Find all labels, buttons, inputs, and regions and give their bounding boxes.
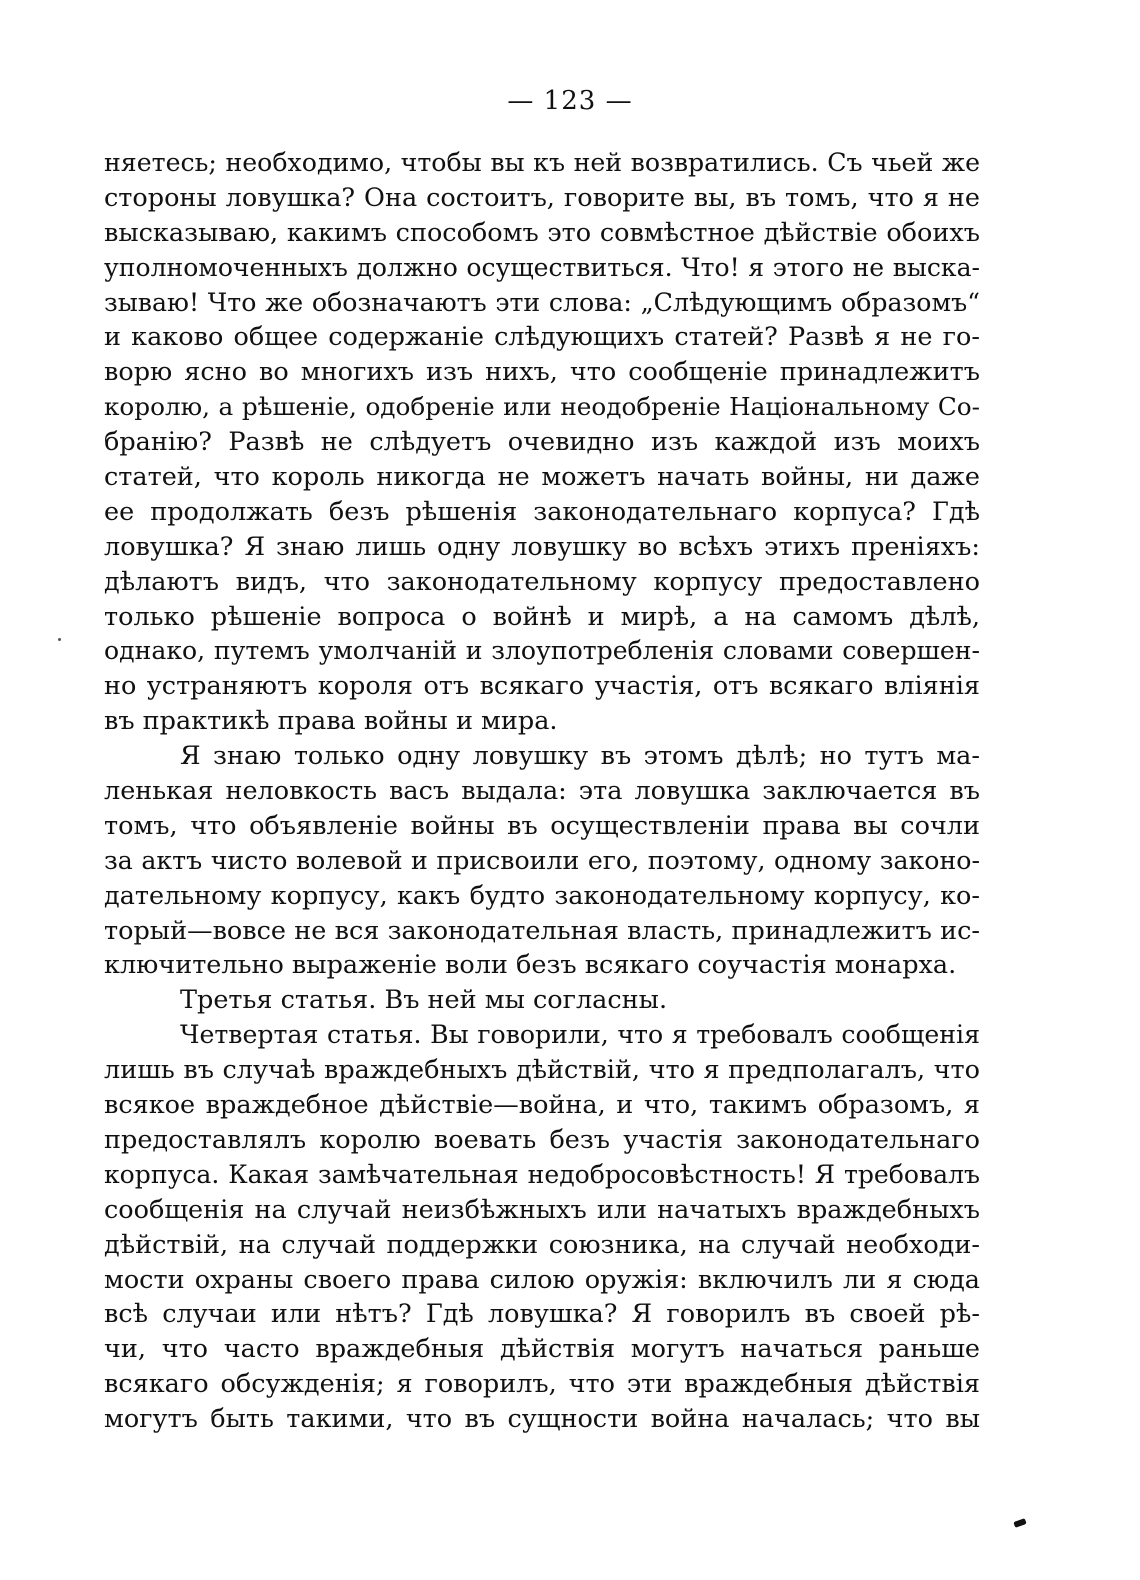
text-line: мости охраны своего права силою оружія: включилъ ли я сюда [104,1264,980,1295]
text-line: предоставлялъ королю воевать безъ участія законодательнаго [104,1124,980,1155]
text-line: статей, что король никогда не можетъ начать войны, ни даже [104,462,980,493]
body-text [104,146,980,1437]
text-line: только рѣшеніе вопроса о войнѣ и мирѣ, а на самомъ дѣлѣ, [104,601,980,632]
page-number: — 123 — [507,86,633,116]
text-line: торый—вовсе не вся законодательная власть, принадлежитъ ис- [104,915,980,946]
text-line: ленькая неловкость васъ выдала: эта ловушка заключается въ [104,776,980,807]
text-line: ее продолжать безъ рѣшенія законодательнаго корпуса? Гдѣ [104,496,980,527]
text-line: за актъ чисто волевой и присвоили его, поэтому, одному законо- [104,845,980,875]
text-line: чи, что часто враждебныя дѣйствія могутъ начаться раньше [104,1334,980,1365]
text-line: высказываю, какимъ способомъ это совмѣстное дѣйствіе обоихъ [104,217,980,248]
scan-speck [58,638,61,641]
text-line: Четвертая статья. Вы говорили, что я требовалъ сообщенія [180,1020,980,1050]
text-line: всякое враждебное дѣйствіе—война, и что, такимъ образомъ, я [104,1090,980,1121]
text-line: зываю! Что же обозначаютъ эти слова: „Слѣдующимъ образомъ“ [104,287,980,317]
text-line: всѣ случаи или нѣтъ? Гдѣ ловушка? Я говорилъ въ своей рѣ- [104,1299,980,1330]
text-line: корпуса. Какая замѣчательная недобросовѣстность! Я требовалъ [104,1159,980,1189]
text-line: дательному корпусу, какъ будто законодательному корпусу, ко- [104,880,980,911]
text-line: дѣйствій, на случай поддержки союзника, на случай необходи- [104,1229,980,1260]
text-line: томъ, что объявленіе войны въ осуществленіи права вы сочли [104,810,980,841]
text-line: всякаго обсужденія; я говорилъ, что эти враждебныя дѣйствія [104,1369,980,1400]
text-line: сообщенія на случай неизбѣжныхъ или начатыхъ враждебныхъ [104,1194,980,1225]
text-line: уполномоченныхъ должно осуществиться. Что! я этого не выска- [104,252,980,282]
text-line: стороны ловушка? Она состоитъ, говорите вы, въ томъ, что я не [104,182,980,213]
text-line: въ практикѣ права войны и мира. [104,706,558,737]
text-line: ловушка? Я знаю лишь одну ловушку во всѣхъ этихъ преніяхъ: [104,531,980,562]
text-line: и каково общее содержаніе слѣдующихъ статей? Развѣ я не го- [104,322,980,353]
text-line: ворю ясно во многихъ изъ нихъ, что сообщеніе принадлежитъ [104,357,980,388]
text-line: однако, путемъ умолчаній и злоупотребленія словами совершен- [104,636,980,666]
text-line: дѣлаютъ видъ, что законодательному корпусу предоставлено [104,566,980,597]
scan-mark [1013,1518,1026,1528]
text-line: ключительно выраженіе воли безъ всякаго соучастія монарха. [104,950,957,981]
text-line: могутъ быть такими, что въ сущности война началась; что вы [104,1404,980,1435]
text-line: Третья статья. Въ ней мы согласны. [180,985,668,1016]
text-line: но устраняютъ короля отъ всякаго участія, отъ всякаго вліянія [104,671,980,702]
text-line: няетесь; необходимо, чтобы вы къ ней возвратились. Съ чьей же [104,148,980,177]
text-line: Я знаю только одну ловушку въ этомъ дѣлѣ; но тутъ ма- [180,741,980,772]
text-line: королю, а рѣшеніе, одобреніе или неодобреніе Національному Со- [104,392,980,422]
text-line: бранію? Развѣ не слѣдуетъ очевидно изъ каждой изъ моихъ [104,427,980,458]
text-line: лишь въ случаѣ враждебныхъ дѣйствій, что я предполагалъ, что [104,1055,980,1086]
